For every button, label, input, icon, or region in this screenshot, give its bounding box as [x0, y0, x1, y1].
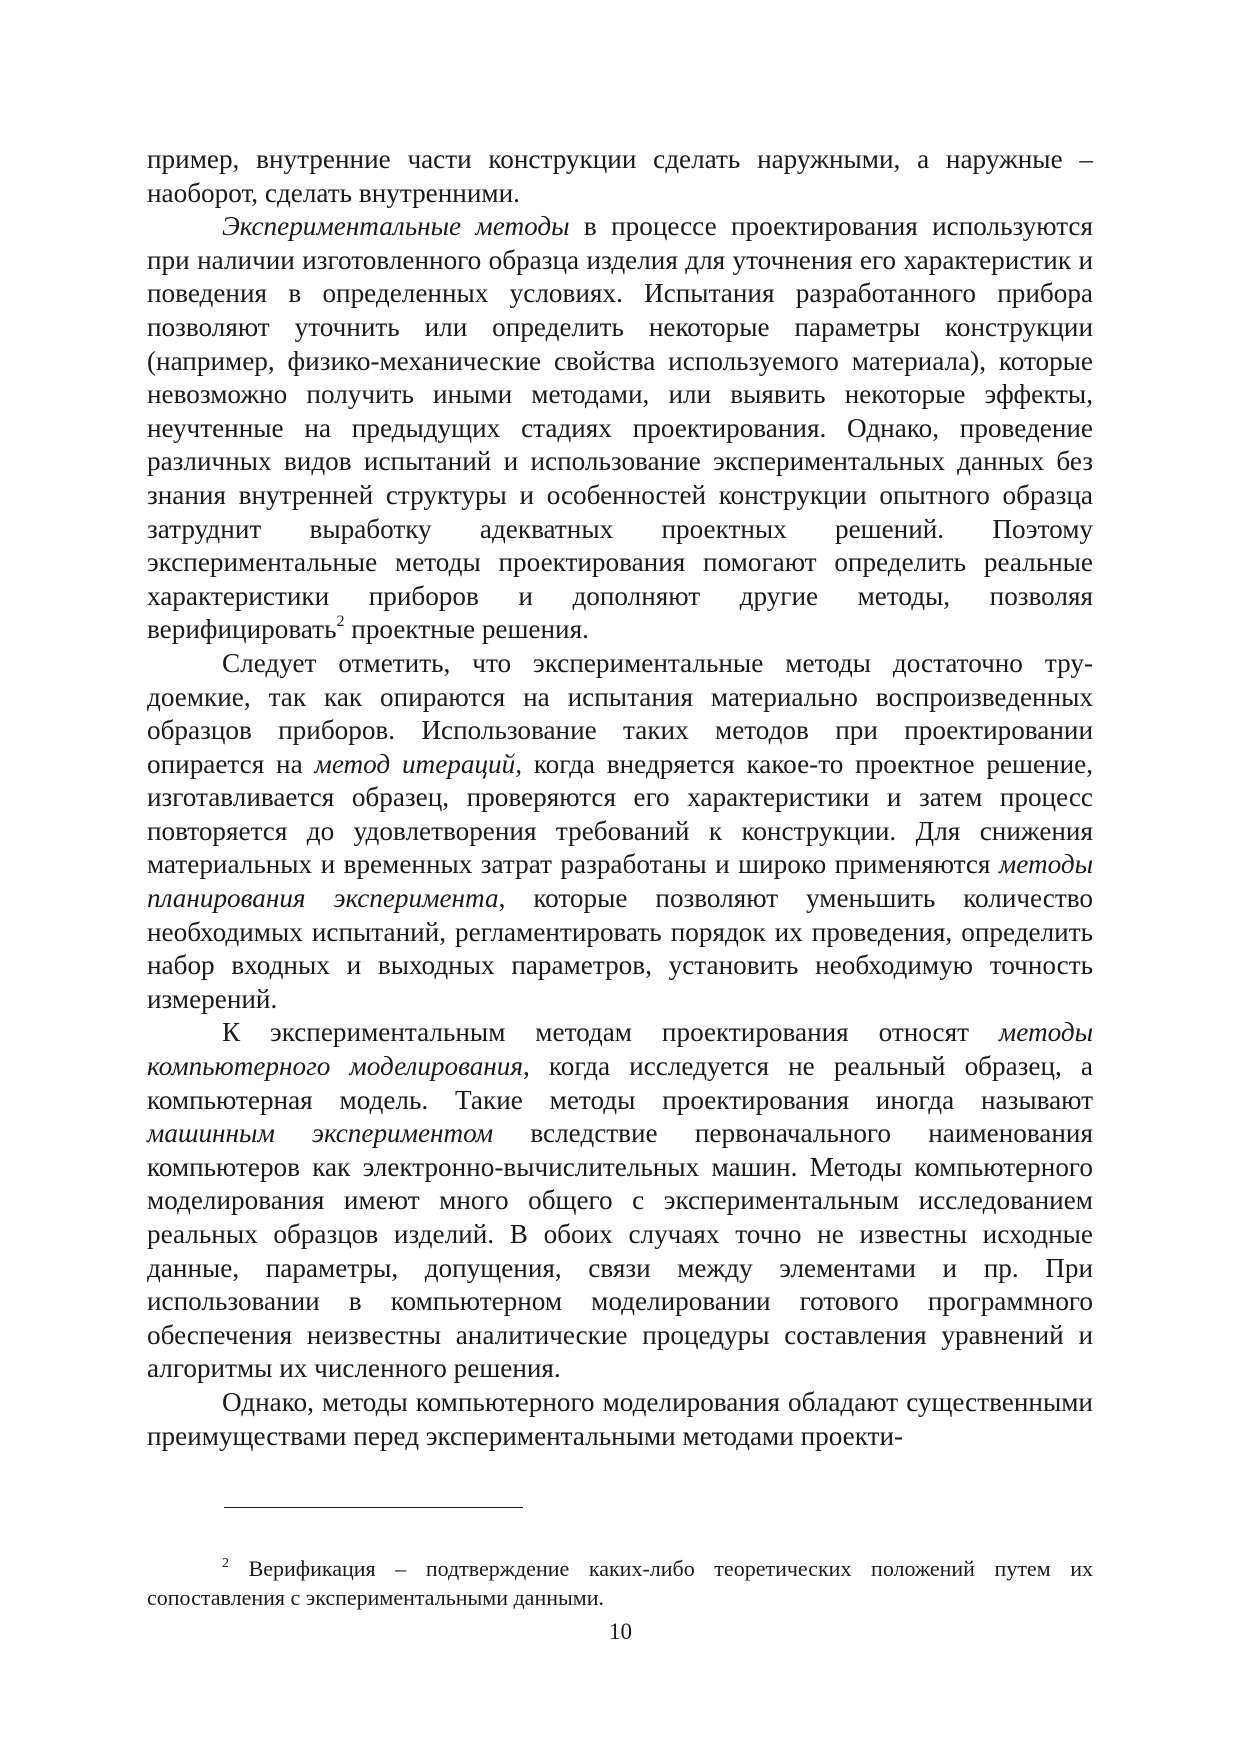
footnote: [147, 1554, 1093, 1612]
paragraph-computer-modeling: [147, 1016, 1093, 1386]
paragraph-advantages: [147, 1386, 1093, 1453]
paragraph-text: в процессе проектирования используются при наличии изготовленного образца изделия для уточнения его характеристик и поведения в определенных условиях. Испытания разработанного прибора позволяют уточнить или определить некоторые параметры конструкции (например, физико-механические свойства используемого материала), которые невозможно получить иными методами, или выявить некоторые эффекты, неучтенные на предыдущих стадиях проектирования. Однако, проведение различных видов испытаний и использование экспериментальных данных без знания внутренней структуры и особенностей конструкции опытного образца затруднит выработку адекватных проектных решений. Поэтому экспериментальные методы проектирования помогают определить реальные характеристики приборов и дополняют другие методы, позволяя верифицировать: [147, 211, 1093, 645]
paragraph-experimental-methods: [147, 210, 1093, 647]
footnote-divider: [224, 1507, 523, 1508]
paragraph-text: пример, внутренние части конструкции сделать наружными, а наружные – наоборот, сделать внутренними.: [147, 144, 1093, 208]
footnote-text: Верификация – подтверждение каких-либо теоретических положений путем их сопоставления с экспериментальными данными.: [147, 1556, 1093, 1610]
paragraph-text: , когда исследуется не реальный образец, а компьютерная модель. Такие методы проектирования иногда называют: [147, 1051, 1093, 1115]
paragraph-text: , когда внедряется какое-то проектное решение, изготавливается образец, проверяются его характеристики и затем процесс повторяется до удовлетворения требований к конструкции. Для снижения материальных и временных затрат разработаны и широко применяются: [147, 748, 1094, 880]
italic-term-experimental-methods: Экспериментальные методы: [222, 211, 570, 242]
paragraph-text: Однако, методы компьютерного моделирования обладают существенными преимуществами перед экспериментальными методами проекти-: [147, 1386, 1093, 1451]
footnote-marker: 2: [222, 1556, 229, 1571]
paragraph-text: , которые позволяют уменьшить количество необходимых испытаний, регламентировать порядок их проведения, определить набор входных и выходных параметров, установить необходимую точность измерений.: [147, 883, 1093, 1014]
paragraph-text: К экспериментальным методам проектирования относят: [222, 1017, 999, 1048]
paragraph-text: Следует отметить, что экспериментальные методы достаточно трудоемкие, так как опираются на испытания материально воспроизведенных образцов приборов. Использование таких методов при проектировании опирается на: [147, 647, 1093, 779]
italic-term-computer-modeling: методы компьютерного моделирования: [147, 1017, 1093, 1082]
italic-term-experiment-planning: методы планирования эксперимента: [147, 849, 1093, 914]
page-body: [147, 143, 1093, 1453]
italic-term-machine-experiment: машинным экспериментом: [147, 1118, 494, 1149]
paragraph-continuation: [147, 143, 1093, 210]
paragraph-iteration-methods: [147, 647, 1093, 1017]
footnote-reference[interactable]: 2: [336, 613, 345, 631]
page-number: 10: [609, 1619, 632, 1644]
paragraph-text: проектные решения.: [344, 614, 589, 645]
italic-term-iteration-method: метод итераций: [314, 748, 516, 779]
paragraph-text: вследствие первоначального наименования компьютеров как электронно-вычислительных машин. Методы компьютерного моделирования имеют много общего с экспериментальным исследованием реальных образцов изделий. В обоих случаях точно не известны исходные данные, параметры, допущения, связи между элементами и пр. При использовании в компьютерном моделировании готового программного обеспечения неизвестны аналитические процедуры составления уравнений и алгоритмы их численного решения.: [147, 1118, 1093, 1384]
